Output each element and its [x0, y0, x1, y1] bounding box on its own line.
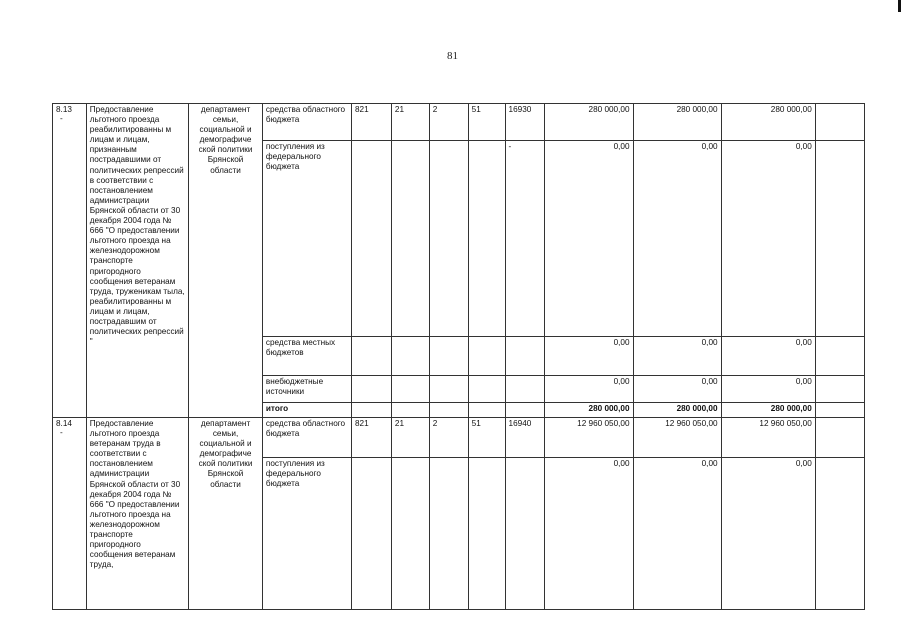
- row-index-mark: -: [60, 428, 63, 438]
- code-cell: [391, 337, 429, 376]
- page-number: 81: [447, 50, 458, 62]
- scan-edge-mark: [898, 0, 901, 12]
- amount-cell: 0,00: [633, 337, 721, 376]
- amount-cell: 0,00: [545, 458, 633, 610]
- code-cell: -: [505, 141, 545, 337]
- table-row: [53, 104, 865, 141]
- amount-cell: 0,00: [721, 337, 815, 376]
- amount-cell: 0,00: [721, 458, 815, 610]
- total-label: итого: [262, 403, 351, 418]
- code-cell: 21: [391, 418, 429, 458]
- code-cell: 2: [429, 104, 468, 141]
- empty-cell: [815, 458, 864, 610]
- code-cell: [429, 337, 468, 376]
- amount-cell: 0,00: [721, 141, 815, 337]
- funding-source: поступления из федерального бюджета: [262, 141, 351, 337]
- amount-cell: 12 960 050,00: [633, 418, 721, 458]
- code-cell: [351, 458, 391, 610]
- code-cell: [468, 141, 505, 337]
- code-cell: 821: [351, 418, 391, 458]
- row-index-mark: -: [60, 114, 63, 124]
- code-cell: [429, 141, 468, 337]
- amount-cell: 12 960 050,00: [545, 418, 633, 458]
- funding-source: средства местных бюджетов: [262, 337, 351, 376]
- measure-description: Предоставление льготного проезда реабилитированны м лицам и лицам, признанным пострадавшими от политических репрессий в соответствии с постановлением администрации Брянской области от 30 декабря 2004 года № 666 "О предоставлении льготного проезда на железнодорожном транспорте пригородного сообщения ветеранам труда, труженикам тыла, реабилитированны м лицам и лицам, пострадавшим от политических репрессий ": [86, 104, 188, 418]
- empty-cell: [815, 376, 864, 403]
- code-cell: 16940: [505, 418, 545, 458]
- total-amount: 280 000,00: [633, 403, 721, 418]
- amount-cell: 0,00: [545, 376, 633, 403]
- code-cell: [351, 403, 391, 418]
- code-cell: [351, 376, 391, 403]
- code-cell: [468, 403, 505, 418]
- funding-source: средства областного бюджета: [262, 418, 351, 458]
- empty-cell: [815, 104, 864, 141]
- code-cell: 51: [468, 104, 505, 141]
- code-cell: [391, 141, 429, 337]
- amount-cell: 280 000,00: [545, 104, 633, 141]
- code-cell: [468, 376, 505, 403]
- amount-cell: 280 000,00: [721, 104, 815, 141]
- empty-cell: [815, 403, 864, 418]
- measure-description: Предоставление льготного проезда ветеранам труда в соответствии с постановлением администрации Брянской области от 30 декабря 2004 года № 666 "О предоставлении льготного проезда на железнодорожном транспорте пригородного сообщения ветеранам труда,: [86, 418, 188, 610]
- code-cell: 16930: [505, 104, 545, 141]
- code-cell: [429, 403, 468, 418]
- table-row: [53, 418, 865, 458]
- code-cell: [468, 458, 505, 610]
- code-cell: [505, 337, 545, 376]
- total-amount: 280 000,00: [545, 403, 633, 418]
- code-cell: [505, 376, 545, 403]
- amount-cell: 0,00: [545, 337, 633, 376]
- code-cell: 821: [351, 104, 391, 141]
- code-cell: [505, 458, 545, 610]
- amount-cell: 0,00: [721, 376, 815, 403]
- row-index: 8.13: [56, 105, 72, 114]
- code-cell: [391, 458, 429, 610]
- code-cell: [468, 337, 505, 376]
- funding-source: поступления из федерального бюджета: [262, 458, 351, 610]
- amount-cell: 0,00: [545, 141, 633, 337]
- amount-cell: 0,00: [633, 141, 721, 337]
- row-index: 8.14: [56, 419, 72, 428]
- code-cell: [391, 376, 429, 403]
- executor-cell: департамент семьи, социальной и демографиче ской политики Брянской области: [189, 418, 263, 610]
- row-index-cell: [53, 104, 87, 418]
- code-cell: 51: [468, 418, 505, 458]
- amount-cell: 0,00: [633, 458, 721, 610]
- empty-cell: [815, 337, 864, 376]
- code-cell: [429, 376, 468, 403]
- code-cell: 21: [391, 104, 429, 141]
- amount-cell: 280 000,00: [633, 104, 721, 141]
- row-index-cell: [53, 418, 87, 610]
- amount-cell: 0,00: [633, 376, 721, 403]
- funding-source: средства областного бюджета: [262, 104, 351, 141]
- code-cell: [429, 458, 468, 610]
- code-cell: [505, 403, 545, 418]
- executor-cell: департамент семьи, социальной и демографиче ской политики Брянской области: [189, 104, 263, 418]
- amount-cell: 12 960 050,00: [721, 418, 815, 458]
- code-cell: [391, 403, 429, 418]
- code-cell: [351, 337, 391, 376]
- total-amount: 280 000,00: [721, 403, 815, 418]
- budget-table: [52, 103, 865, 610]
- funding-source: внебюджетные источники: [262, 376, 351, 403]
- empty-cell: [815, 141, 864, 337]
- code-cell: [351, 141, 391, 337]
- code-cell: 2: [429, 418, 468, 458]
- empty-cell: [815, 418, 864, 458]
